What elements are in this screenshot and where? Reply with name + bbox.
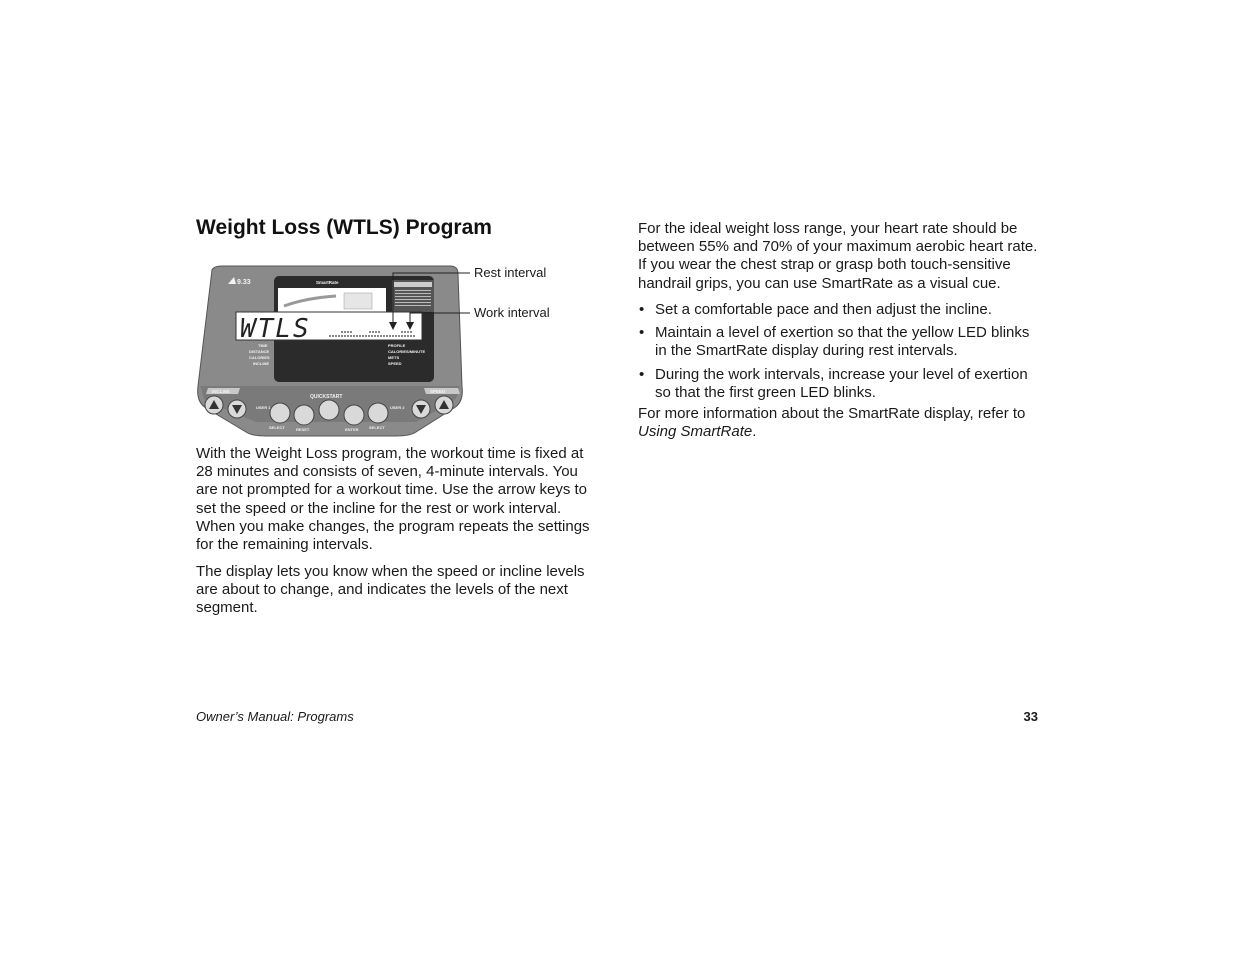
quickstart-button[interactable] bbox=[319, 400, 339, 420]
list-item: • Maintain a level of exertion so that the yellow LED blinks in the SmartRate display during rest intervals. bbox=[638, 324, 1040, 360]
page-number: 33 bbox=[1023, 709, 1038, 724]
right-outro-paragraph: For more information about the SmartRate display, refer to Using SmartRate. bbox=[638, 405, 1026, 441]
svg-text:INCLINE: INCLINE bbox=[212, 389, 230, 394]
rest-interval-callout: Rest interval bbox=[474, 265, 547, 280]
speed-down-button[interactable] bbox=[412, 400, 430, 418]
svg-text:PROFILE: PROFILE bbox=[388, 343, 406, 348]
list-item: • Set a comfortable pace and then adjust the incline. bbox=[638, 301, 1040, 319]
quickstart-label: QUICKSTART bbox=[310, 394, 343, 400]
smartrate-reference-link: Using SmartRate bbox=[638, 423, 753, 441]
user2-select-button[interactable] bbox=[368, 403, 388, 423]
svg-text:DISTANCE: DISTANCE bbox=[249, 349, 270, 354]
svg-text:SELECT: SELECT bbox=[269, 425, 285, 430]
page-title: Weight Loss (WTLS) Program bbox=[196, 216, 492, 239]
svg-text:SPEED: SPEED bbox=[430, 389, 446, 394]
incline-down-button[interactable] bbox=[228, 400, 246, 418]
svg-text:METS: METS bbox=[388, 355, 400, 360]
list-item: • During the work intervals, increase your level of exertion so that the first green LED blinks. bbox=[638, 366, 1040, 402]
tips-list bbox=[638, 301, 1040, 407]
svg-text:RESET: RESET bbox=[296, 427, 310, 432]
lcd-program-text: WTLS bbox=[240, 314, 311, 344]
treadmill-console-illustration bbox=[196, 262, 556, 438]
work-interval-callout: Work interval bbox=[474, 305, 550, 320]
left-paragraph-2: The display lets you know when the speed or incline levels are about to change, and indicates the levels of the next segment. bbox=[196, 563, 585, 617]
svg-text:9.33: 9.33 bbox=[237, 279, 251, 286]
enter-button[interactable] bbox=[344, 405, 364, 425]
left-paragraph-1: With the Weight Loss program, the workout time is fixed at 28 minutes and consists of seven, 4-minute intervals. You are not prompted for a workout time. Use the arrow keys to set the speed or the incline for the rest or work interval. When you make changes, the program repeats the settings for the remaining intervals. bbox=[196, 445, 590, 554]
svg-text:USER 1: USER 1 bbox=[256, 405, 271, 410]
user1-select-button[interactable] bbox=[270, 403, 290, 423]
speed-up-button[interactable] bbox=[435, 396, 453, 414]
reset-button[interactable] bbox=[294, 405, 314, 425]
svg-text:INCLINE: INCLINE bbox=[253, 361, 269, 366]
incline-up-button[interactable] bbox=[205, 396, 223, 414]
svg-text:USER 2: USER 2 bbox=[390, 405, 405, 410]
svg-text:SELECT: SELECT bbox=[369, 425, 385, 430]
smartrate-label: SmartRate bbox=[316, 280, 339, 285]
footer-section-title: Owner’s Manual: Programs bbox=[196, 709, 354, 724]
svg-text:CALORIES: CALORIES bbox=[249, 355, 270, 360]
svg-text:ENTER: ENTER bbox=[345, 427, 359, 432]
svg-text:TIME: TIME bbox=[258, 343, 268, 348]
svg-text:CALORIES/MINUTE: CALORIES/MINUTE bbox=[388, 349, 426, 354]
right-intro-paragraph: For the ideal weight loss range, your heart rate should be between 55% and 70% of your maximum aerobic heart rate. If you wear the chest strap or grasp both touch-sensitive handrail grips, you can use SmartRate as a visual cue. bbox=[638, 220, 1038, 292]
svg-text:SPEED: SPEED bbox=[388, 361, 402, 366]
